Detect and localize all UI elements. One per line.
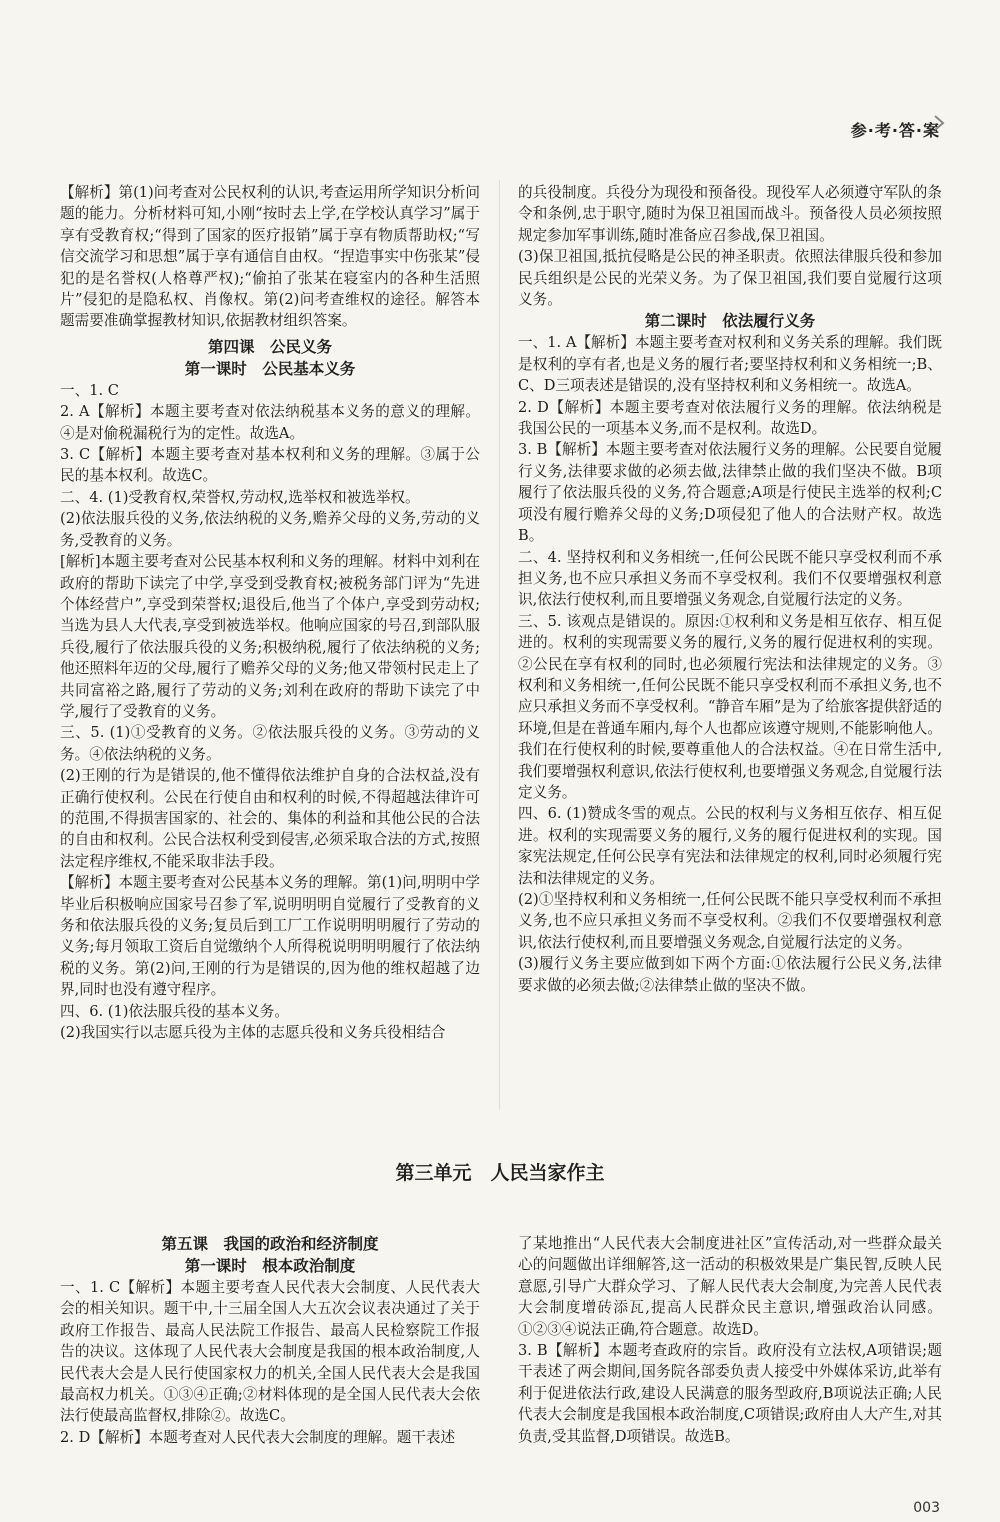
left-column: [60, 182, 480, 1043]
answer-q6-part3: (3)保卫祖国,抵抗侵略是公民的神圣职责。依照法律服兵役和参加民兵组织是公民的光荣义务。为了保卫祖国,我们要自觉履行这项义务。: [518, 248, 942, 309]
page-number: 003: [913, 1500, 940, 1516]
answer-q2: 2. A【解析】本题主要考查对依法纳税基本义务的意义的理解。④是对偷税漏税行为的定性。故选A。: [60, 403, 480, 442]
answer-q5a: 三、5. (1)①受教育的义务。②依法服兵役的义务。③劳动的义务。④依法纳税的义务。: [60, 724, 480, 763]
answer-q5: 三、5. 该观点是错误的。原因:①权利和义务是相互依存、相互促进的。权利的实现需要义务的履行,义务的履行促进权利的实现。②公民在享有权利的同时,也必须履行宪法和法律规定的义务。③权利和义务相统一,任何公民既不能只享受权利而不承担义务,也不应只承担义务而不享受权利。“静音车厢”是为了给旅客提供舒适的环境,但是在普通车厢内,每个人也都应该遵守规则,不能影响他人。我们在行使权利的时候,要尊重他人的合法权益。④在日常生活中,我们要增强权利意识,依法行使权利,也要增强义务观念,自觉履行法定义务。: [518, 612, 942, 801]
answer-q4c: [解析]本题主要考查对公民基本权利和义务的理解。材料中刘利在政府的帮助下读完了中学,享受到受教育权;被税务部门评为“先进个体经营户”,享受到荣誉权;退役后,他当了个体户,享受到劳动权;当选为县人大代表,享受到被选举权。他响应国家的号召,到部队服兵役,履行了依法服兵役的义务;积极纳税,履行了依法纳税的义务;他还照料年迈的父母,履行了赡养父母的义务;他又带领村民走上了共同富裕之路,履行了劳动的义务;刘利在政府的帮助下读完了中学,履行了受教育的义务。: [60, 553, 481, 720]
left-column-lower: [60, 1233, 480, 1448]
answer-q6b: (2)我国实行以志愿兵役为主体的志愿兵役和义务兵役相结合: [60, 1024, 446, 1042]
period-title: 第一课时 根本政治制度: [184, 1257, 356, 1275]
answer-q3: 3. C【解析】本题主要考查对基本权利和义务的理解。③属于公民的基本权利。故选C。: [60, 446, 480, 485]
answer-q6b: (2)①坚持权利和义务相统一,任何公民既不能只享受权利而不承担义务,也不应只承担义务而不享受权利。②我们不仅要增强权利意识,依法行使权利,而且要增强义务观念,自觉履行法定的义务。: [518, 891, 942, 951]
lesson-title: 第五课 我国的政治和经济制度: [161, 1235, 379, 1253]
answer-q1: 一、1. A【解析】本题主要考查对权利和义务关系的理解。我们既是权利的享有者,也是义务的履行者;要坚持权利和义务相统一;B、C、D三项表述是错误的,没有坚持权利和义务相统一。故选A。: [518, 334, 942, 395]
answer-q1: 一、1. C: [60, 381, 119, 399]
lesson-title: 第四课 公民义务: [207, 337, 332, 356]
answer-q2: 2. D【解析】本题主要考查对依法履行义务的理解。依法纳税是我国公民的一项基本义务,而不是权利。故选D。: [518, 398, 942, 438]
answer-q6a: 四、6. (1)赞成冬雪的观点。公民的权利与义务相互依存、相互促进。权利的实现需要义务的履行,义务的履行促进权利的实现。国家宪法规定,任何公民享有宪法和法律规定的权利,同时必须履行宪法和法律规定的义务。: [518, 805, 942, 887]
period-title: 第一课时 公民基本义务: [184, 359, 356, 378]
answer-q2: 2. D【解析】本题考查对人民代表大会制度的理解。题干表述: [60, 1428, 456, 1446]
right-column: [518, 182, 942, 996]
answer-q6a: 四、6. (1)依法服兵役的基本义务。: [60, 1002, 289, 1020]
chevron-right-icon: [930, 114, 948, 132]
answer-q3: 3. B【解析】本题考查政府的宗旨。政府没有立法权,A项错误;题干表述了两会期间,国务院各部委负责人接受中外媒体采访,此举有利于促进依法行政,建设人民满意的服务型政府,B项说法正确;人民代表大会制度是我国根本政治制度,C项错误;政府由人大产生,对其负责,受其监督,D项错误。故选B。: [518, 1342, 942, 1445]
unit-title: 第三单元 人民当家作主: [395, 1162, 605, 1184]
answer-q5c: 【解析】本题主要考查对公民基本义务的理解。第(1)问,明明中学毕业后积极响应国家号召参了军,说明明明自觉履行了受教育的义务和依法服兵役的义务;复员后到工厂工作说明明明履行了劳动的义务;每月领取工资后自觉缴纳个人所得税说明明明履行了依法纳税的义务。第(2)问,王刚的行为是错误的,因为他的维权超越了边界,同时也没有遵守程序。: [60, 874, 480, 999]
answer-q5b: (2)王刚的行为是错误的,他不懂得依法维护自身的合法权益,没有正确行使权利。公民在行使自由和权利的时候,不得超越法律许可的范围,不得损害国家的、社会的、集体的利益和其他公民的合法的自由和权利。公民合法权利受到侵害,必须采取合法的方式,按照法定程序维权,不能采取非法手段。: [60, 767, 480, 870]
right-column-lower: [518, 1233, 942, 1447]
answer-q4b: (2)依法服兵役的义务,依法纳税的义务,赡养父母的义务,劳动的义务,受教育的义务。: [60, 510, 480, 549]
answer-q4: 二、4. 坚持权利和义务相统一,任何公民既不能只享受权利而不承担义务,也不应只承担义务而不享受权利。我们不仅要增强权利意识,依法行使权利,而且要增强义务观念,自觉履行法定的义务。: [518, 548, 942, 609]
continued-paragraph: 的兵役制度。兵役分为现役和预备役。现役军人必须遵守军队的条令和条例,忠于职守,随时为保卫祖国而战斗。预备役人员必须按照规定参加军事训练,随时准备应召参战,保卫祖国。: [518, 184, 942, 244]
period-title: 第二课时 依法履行义务: [644, 312, 816, 331]
answer-q1: 一、1. C【解析】本题主要考查人民代表大会制度、人民代表大会的相关知识。题干中,十三届全国人大五次会议表决通过了关于政府工作报告、最高人民法院工作报告、最高人民检察院工作报告的决议。这体现了人民代表大会制度是我国的根本政治制度,人民代表大会是人民行使国家权力的机关,全国人民代表大会是我国最高权力机关。①③④正确;②材料体现的是全国人民代表大会依法行使最高监督权,排除②。故选C。: [60, 1279, 480, 1425]
continued-paragraph: 了某地推出“人民代表大会制度进社区”宣传活动,对一些群众最关心的问题做出详细解答,这一活动的积极效果是广集民智,反映人民意愿,引导广大群众学习、了解人民代表大会制度,为完善人民代表大会制度增砖添瓦,提高人民群众民主意识,增强政治认同感。①②③④说法正确,符合题意。故选D。: [518, 1235, 942, 1338]
answer-q4a: 二、4. (1)受教育权,荣誉权,劳动权,选举权和被选举权。: [60, 488, 420, 506]
column-divider: [499, 180, 500, 1110]
header-answer-label: 参·考·答·案: [850, 121, 940, 140]
answer-q3: 3. B【解析】本题主要考查对依法履行义务的理解。公民要自觉履行义务,法律要求做的必须去做,法律禁止做的我们坚决不做。B项履行了依法服兵役的义务,符合题意;A项是行使民主选举的权利;C项没有履行赡养父母的义务;D项侵犯了他人的合法财产权。故选B。: [518, 441, 942, 545]
answer-q6c: (3)履行义务主要应做到如下两个方面:①依法履行公民义务,法律要求做的必须去做;②法律禁止做的坚决不做。: [518, 955, 942, 994]
analysis-paragraph: 【解析】第(1)问考查对公民权利的认识,考查运用所学知识分析问题的能力。分析材料可知,小刚“按时去上学,在学校认真学习”属于享有受教育权;“得到了国家的医疗报销”属于享有物质帮助权;“写信交流学习和思想”属于享有通信自由权。“捏造事实中伤张某”侵犯的是名誉权(人格尊严权);“偷拍了张某在寝室内的各种生活照片”侵犯的是隐私权、肖像权。第(2)问考查维权的途径。解答本题需要准确掌握教材知识,依据教材组织答案。: [60, 184, 480, 330]
